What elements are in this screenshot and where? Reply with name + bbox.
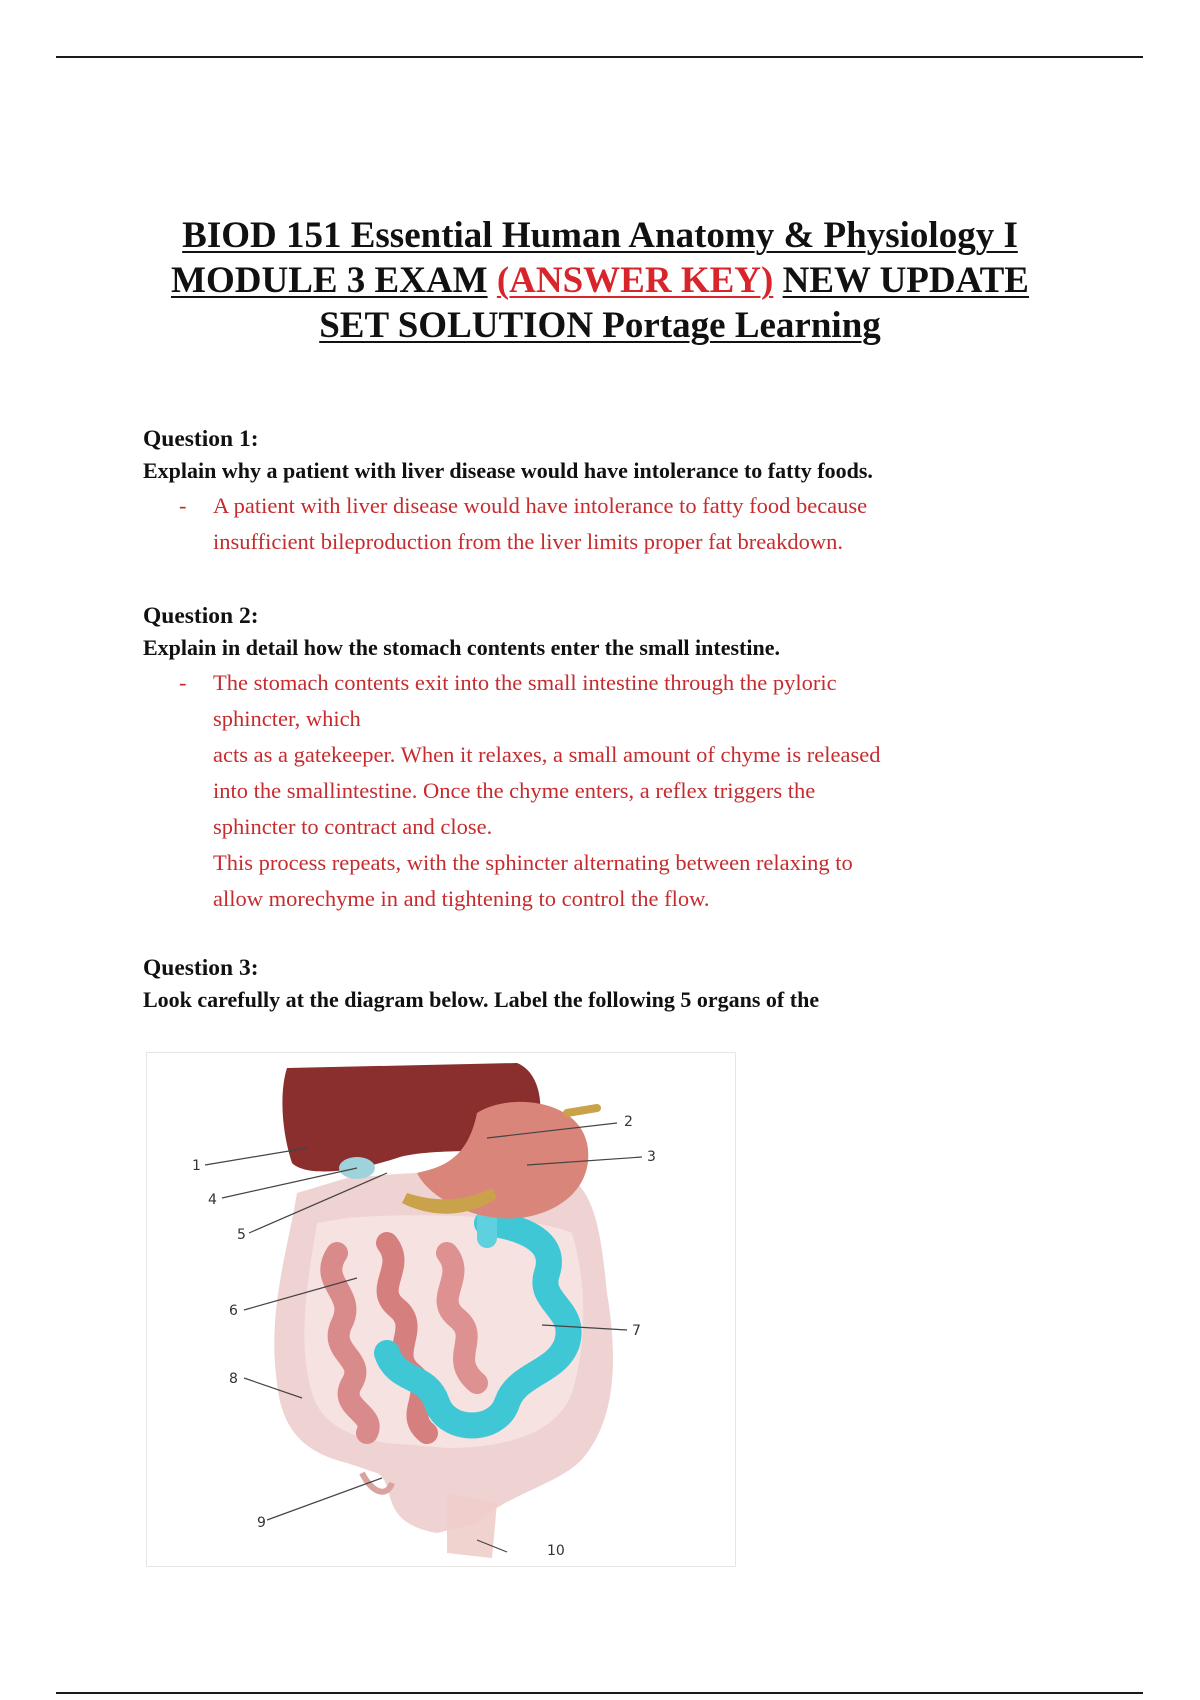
rectum	[447, 1493, 497, 1558]
question-2-answer	[143, 665, 1083, 917]
question-3-heading: Question 3:	[143, 955, 259, 981]
answer-bullet: -	[179, 670, 187, 695]
bottom-rule	[56, 1692, 1143, 1694]
esophagus	[567, 1108, 597, 1113]
title-line-2-a: MODULE 3 EXAM	[171, 260, 488, 301]
callout-5: 5	[237, 1227, 246, 1243]
callout-7: 7	[632, 1323, 641, 1339]
callout-10: 10	[547, 1543, 565, 1559]
question-3-block	[143, 953, 1083, 1017]
document-title	[100, 213, 1100, 348]
answer-line: This process repeats, with the sphincter alternating between relaxing to	[213, 850, 853, 875]
question-3-prompt: Look carefully at the diagram below. Label the following 5 organs of the	[143, 987, 820, 1012]
question-2-heading: Question 2:	[143, 603, 259, 629]
top-rule	[56, 56, 1143, 58]
callout-2: 2	[624, 1114, 633, 1130]
answer-line: A patient with liver disease would have intolerance to fatty food because	[213, 493, 868, 518]
answer-line: into the smallintestine. Once the chyme enters, a reflex triggers the	[213, 778, 816, 803]
title-line-1: BIOD 151 Essential Human Anatomy & Physiology I	[182, 215, 1018, 256]
answer-line: insufficient bileproduction from the liver limits proper fat breakdown.	[213, 529, 844, 554]
question-2-block	[143, 601, 1083, 917]
digestive-system-illustration	[147, 1053, 735, 1566]
title-line-2-b: NEW UPDATE	[782, 260, 1029, 301]
callout-4: 4	[208, 1192, 217, 1208]
callout-9: 9	[257, 1515, 266, 1531]
question-2-prompt: Explain in detail how the stomach contents enter the small intestine.	[143, 635, 780, 660]
callout-3: 3	[647, 1149, 656, 1165]
callout-8: 8	[229, 1371, 238, 1387]
question-1-prompt: Explain why a patient with liver disease would have intolerance to fatty foods.	[143, 458, 873, 483]
callout-1: 1	[192, 1158, 201, 1174]
question-1-answer	[143, 488, 1083, 560]
answer-key-label: (ANSWER KEY)	[496, 260, 774, 301]
answer-bullet: -	[179, 493, 187, 518]
answer-line: The stomach contents exit into the small intestine through the pyloric	[213, 670, 837, 695]
question-1-heading: Question 1:	[143, 426, 259, 452]
question-1-block	[143, 424, 1083, 560]
answer-line: sphincter, which	[213, 706, 361, 731]
callout-6: 6	[229, 1303, 238, 1319]
title-line-3: SET SOLUTION Portage Learning	[319, 305, 881, 346]
digestive-system-diagram	[146, 1052, 736, 1567]
answer-line: allow morechyme in and tightening to control the flow.	[213, 886, 710, 911]
answer-line: sphincter to contract and close.	[213, 814, 493, 839]
answer-line: acts as a gatekeeper. When it relaxes, a small amount of chyme is released	[213, 742, 881, 767]
